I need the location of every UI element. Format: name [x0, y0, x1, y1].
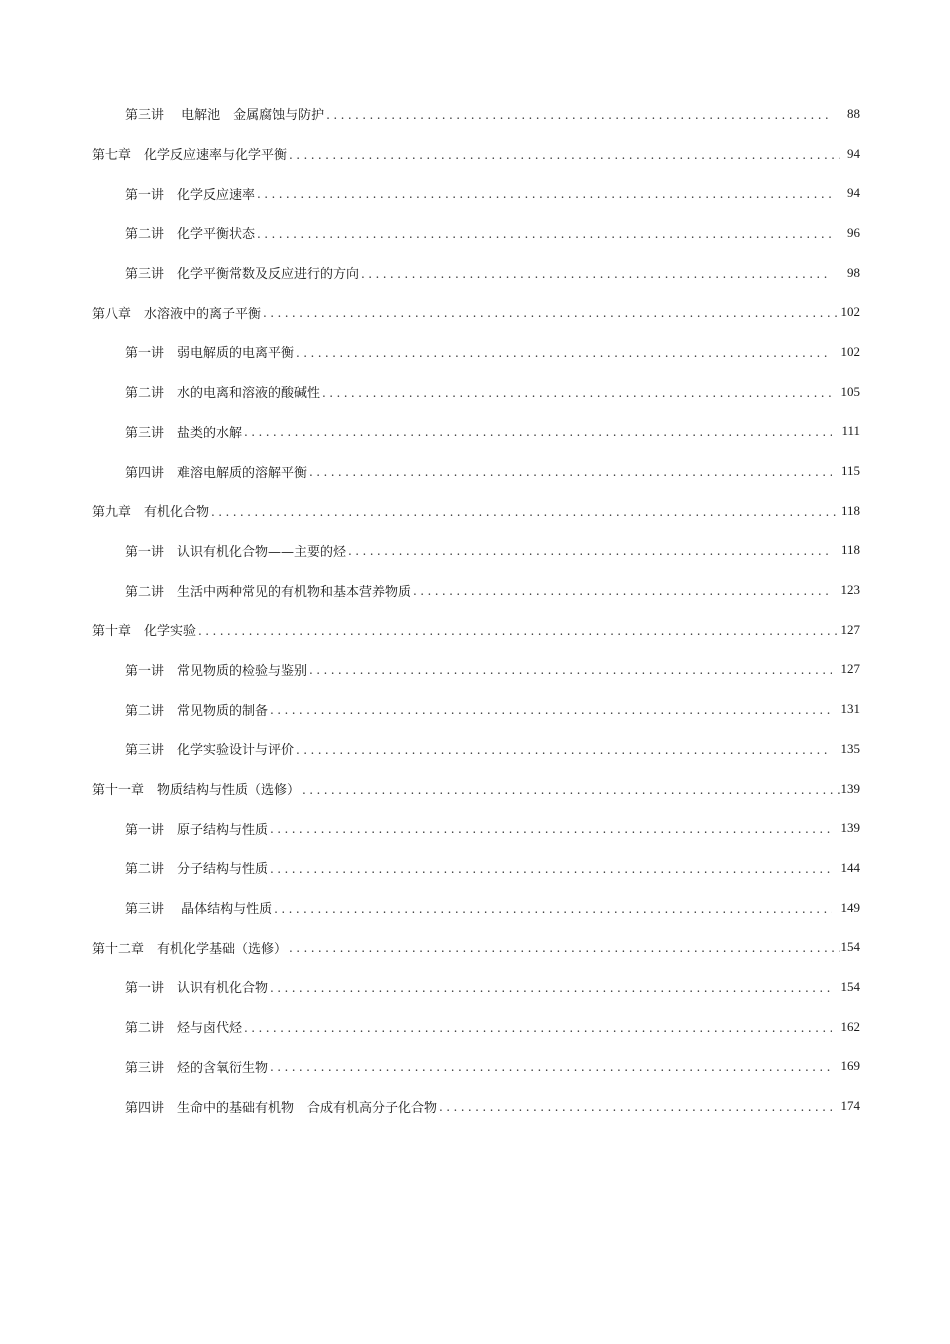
toc-page-number: 127	[840, 621, 860, 637]
dot-leader	[302, 783, 840, 797]
toc-entry-lecture[interactable]	[0, 729, 860, 769]
toc-page-number: 149	[840, 899, 860, 915]
toc-entry-label: 第十一章 物质结构与性质（选修）	[92, 783, 301, 799]
toc-entry-lecture[interactable]	[0, 848, 860, 888]
toc-entry-lecture[interactable]	[0, 412, 860, 452]
toc-entry-label: 第二讲 分子结构与性质	[125, 862, 269, 878]
toc-entry-lecture[interactable]	[0, 94, 860, 134]
toc-entry-chapter[interactable]	[0, 769, 860, 809]
dot-leader	[348, 544, 832, 558]
toc-entry-label: 第一讲 认识有机化合物	[125, 981, 269, 997]
toc-page-number: 154	[840, 978, 860, 994]
toc-page-number: 111	[841, 423, 860, 439]
toc-entry-label: 第四讲 生命中的基础有机物 合成有机高分子化合物	[125, 1100, 438, 1116]
dot-leader	[244, 425, 832, 439]
toc-page-number: 135	[840, 740, 860, 756]
dot-leader	[257, 187, 832, 201]
toc-entry-label: 第二讲 化学平衡状态	[125, 227, 256, 243]
toc-entry-label: 第九章 有机化合物	[92, 505, 210, 521]
toc-entry-chapter[interactable]	[0, 610, 860, 650]
toc-entry-lecture[interactable]	[0, 451, 860, 491]
dot-leader	[257, 227, 832, 241]
toc-page-number: 118	[840, 502, 860, 518]
dot-leader	[322, 386, 832, 400]
toc-page-number: 162	[840, 1018, 860, 1034]
dot-leader	[211, 505, 840, 519]
toc-entry-label: 第一讲 认识有机化合物——主要的烃	[125, 544, 347, 560]
toc-entry-lecture[interactable]	[0, 1047, 860, 1087]
toc-page-number: 169	[840, 1058, 860, 1074]
toc-page-number: 127	[840, 661, 860, 677]
toc-page-number: 139	[840, 820, 860, 836]
toc-page-number: 131	[840, 701, 860, 717]
toc-entry-chapter[interactable]	[0, 927, 860, 967]
dot-leader	[296, 346, 832, 360]
toc-entry-lecture[interactable]	[0, 213, 860, 253]
toc-page-number: 102	[840, 304, 860, 320]
toc-page-number: 174	[840, 1098, 860, 1114]
toc-entry-lecture[interactable]	[0, 967, 860, 1007]
toc-entry-lecture[interactable]	[0, 253, 860, 293]
toc-entry-label: 第二讲 水的电离和溶液的酸碱性	[125, 386, 321, 402]
toc-entry-label: 第三讲 电解池 金属腐蚀与防护	[125, 108, 325, 124]
toc-entry-lecture[interactable]	[0, 689, 860, 729]
table-of-contents	[0, 94, 950, 1126]
toc-entry-chapter[interactable]	[0, 491, 860, 531]
toc-page-number: 102	[840, 343, 860, 359]
toc-entry-lecture[interactable]	[0, 173, 860, 213]
dot-leader	[270, 703, 832, 717]
toc-entry-label: 第一讲 原子结构与性质	[125, 822, 269, 838]
toc-entry-lecture[interactable]	[0, 570, 860, 610]
toc-entry-label: 第二讲 生活中两种常见的有机物和基本营养物质	[125, 584, 412, 600]
dot-leader	[270, 1060, 832, 1074]
dot-leader	[270, 981, 832, 995]
dot-leader	[439, 1100, 832, 1114]
toc-page-number: 118	[840, 542, 860, 558]
dot-leader	[413, 584, 832, 598]
toc-entry-label: 第十章 化学实验	[92, 624, 197, 640]
toc-entry-lecture[interactable]	[0, 650, 860, 690]
dot-leader	[289, 941, 840, 955]
dot-leader	[309, 663, 832, 677]
toc-page-number: 105	[840, 383, 860, 399]
toc-entry-lecture[interactable]	[0, 1007, 860, 1047]
toc-entry-label: 第一讲 弱电解质的电离平衡	[125, 346, 295, 362]
dot-leader	[326, 108, 832, 122]
toc-entry-label: 第七章 化学反应速率与化学平衡	[92, 148, 288, 164]
toc-page-number: 94	[847, 185, 860, 201]
toc-entry-lecture[interactable]	[0, 888, 860, 928]
dot-leader	[270, 822, 832, 836]
dot-leader	[274, 902, 832, 916]
toc-entry-label: 第十二章 有机化学基础（选修）	[92, 941, 288, 957]
dot-leader	[244, 1021, 832, 1035]
toc-page-number: 123	[840, 582, 860, 598]
dot-leader	[289, 148, 840, 162]
dot-leader	[198, 624, 840, 638]
toc-entry-chapter[interactable]	[0, 292, 860, 332]
toc-entry-label: 第四讲 难溶电解质的溶解平衡	[125, 465, 308, 481]
toc-page-number: 98	[847, 264, 860, 280]
toc-page-number: 154	[840, 939, 860, 955]
toc-entry-label: 第三讲 盐类的水解	[125, 425, 243, 441]
toc-entry-label: 第三讲 化学实验设计与评价	[125, 743, 295, 759]
toc-page-number: 94	[847, 145, 860, 161]
toc-entry-label: 第八章 水溶液中的离子平衡	[92, 306, 262, 322]
toc-entry-label: 第三讲 化学平衡常数及反应进行的方向	[125, 267, 360, 283]
toc-entry-lecture[interactable]	[0, 1086, 860, 1126]
toc-entry-label: 第一讲 常见物质的检验与鉴别	[125, 663, 308, 679]
toc-entry-label: 第三讲 晶体结构与性质	[125, 902, 273, 918]
toc-page-number: 144	[840, 859, 860, 875]
toc-entry-label: 第一讲 化学反应速率	[125, 187, 256, 203]
toc-entry-lecture[interactable]	[0, 372, 860, 412]
dot-leader	[296, 743, 832, 757]
toc-entry-lecture[interactable]	[0, 531, 860, 571]
dot-leader	[270, 862, 832, 876]
toc-entry-lecture[interactable]	[0, 332, 860, 372]
dot-leader	[361, 267, 832, 281]
toc-entry-lecture[interactable]	[0, 808, 860, 848]
toc-page-number: 139	[840, 780, 860, 796]
toc-entry-label: 第二讲 烃与卤代烃	[125, 1021, 243, 1037]
toc-page-number: 96	[847, 224, 860, 240]
dot-leader	[263, 306, 840, 320]
toc-entry-label: 第三讲 烃的含氧衍生物	[125, 1060, 269, 1076]
toc-page-number: 88	[847, 105, 860, 121]
toc-entry-label: 第二讲 常见物质的制备	[125, 703, 269, 719]
toc-page-number: 115	[840, 463, 860, 479]
toc-entry-chapter[interactable]	[0, 134, 860, 174]
dot-leader	[309, 465, 832, 479]
